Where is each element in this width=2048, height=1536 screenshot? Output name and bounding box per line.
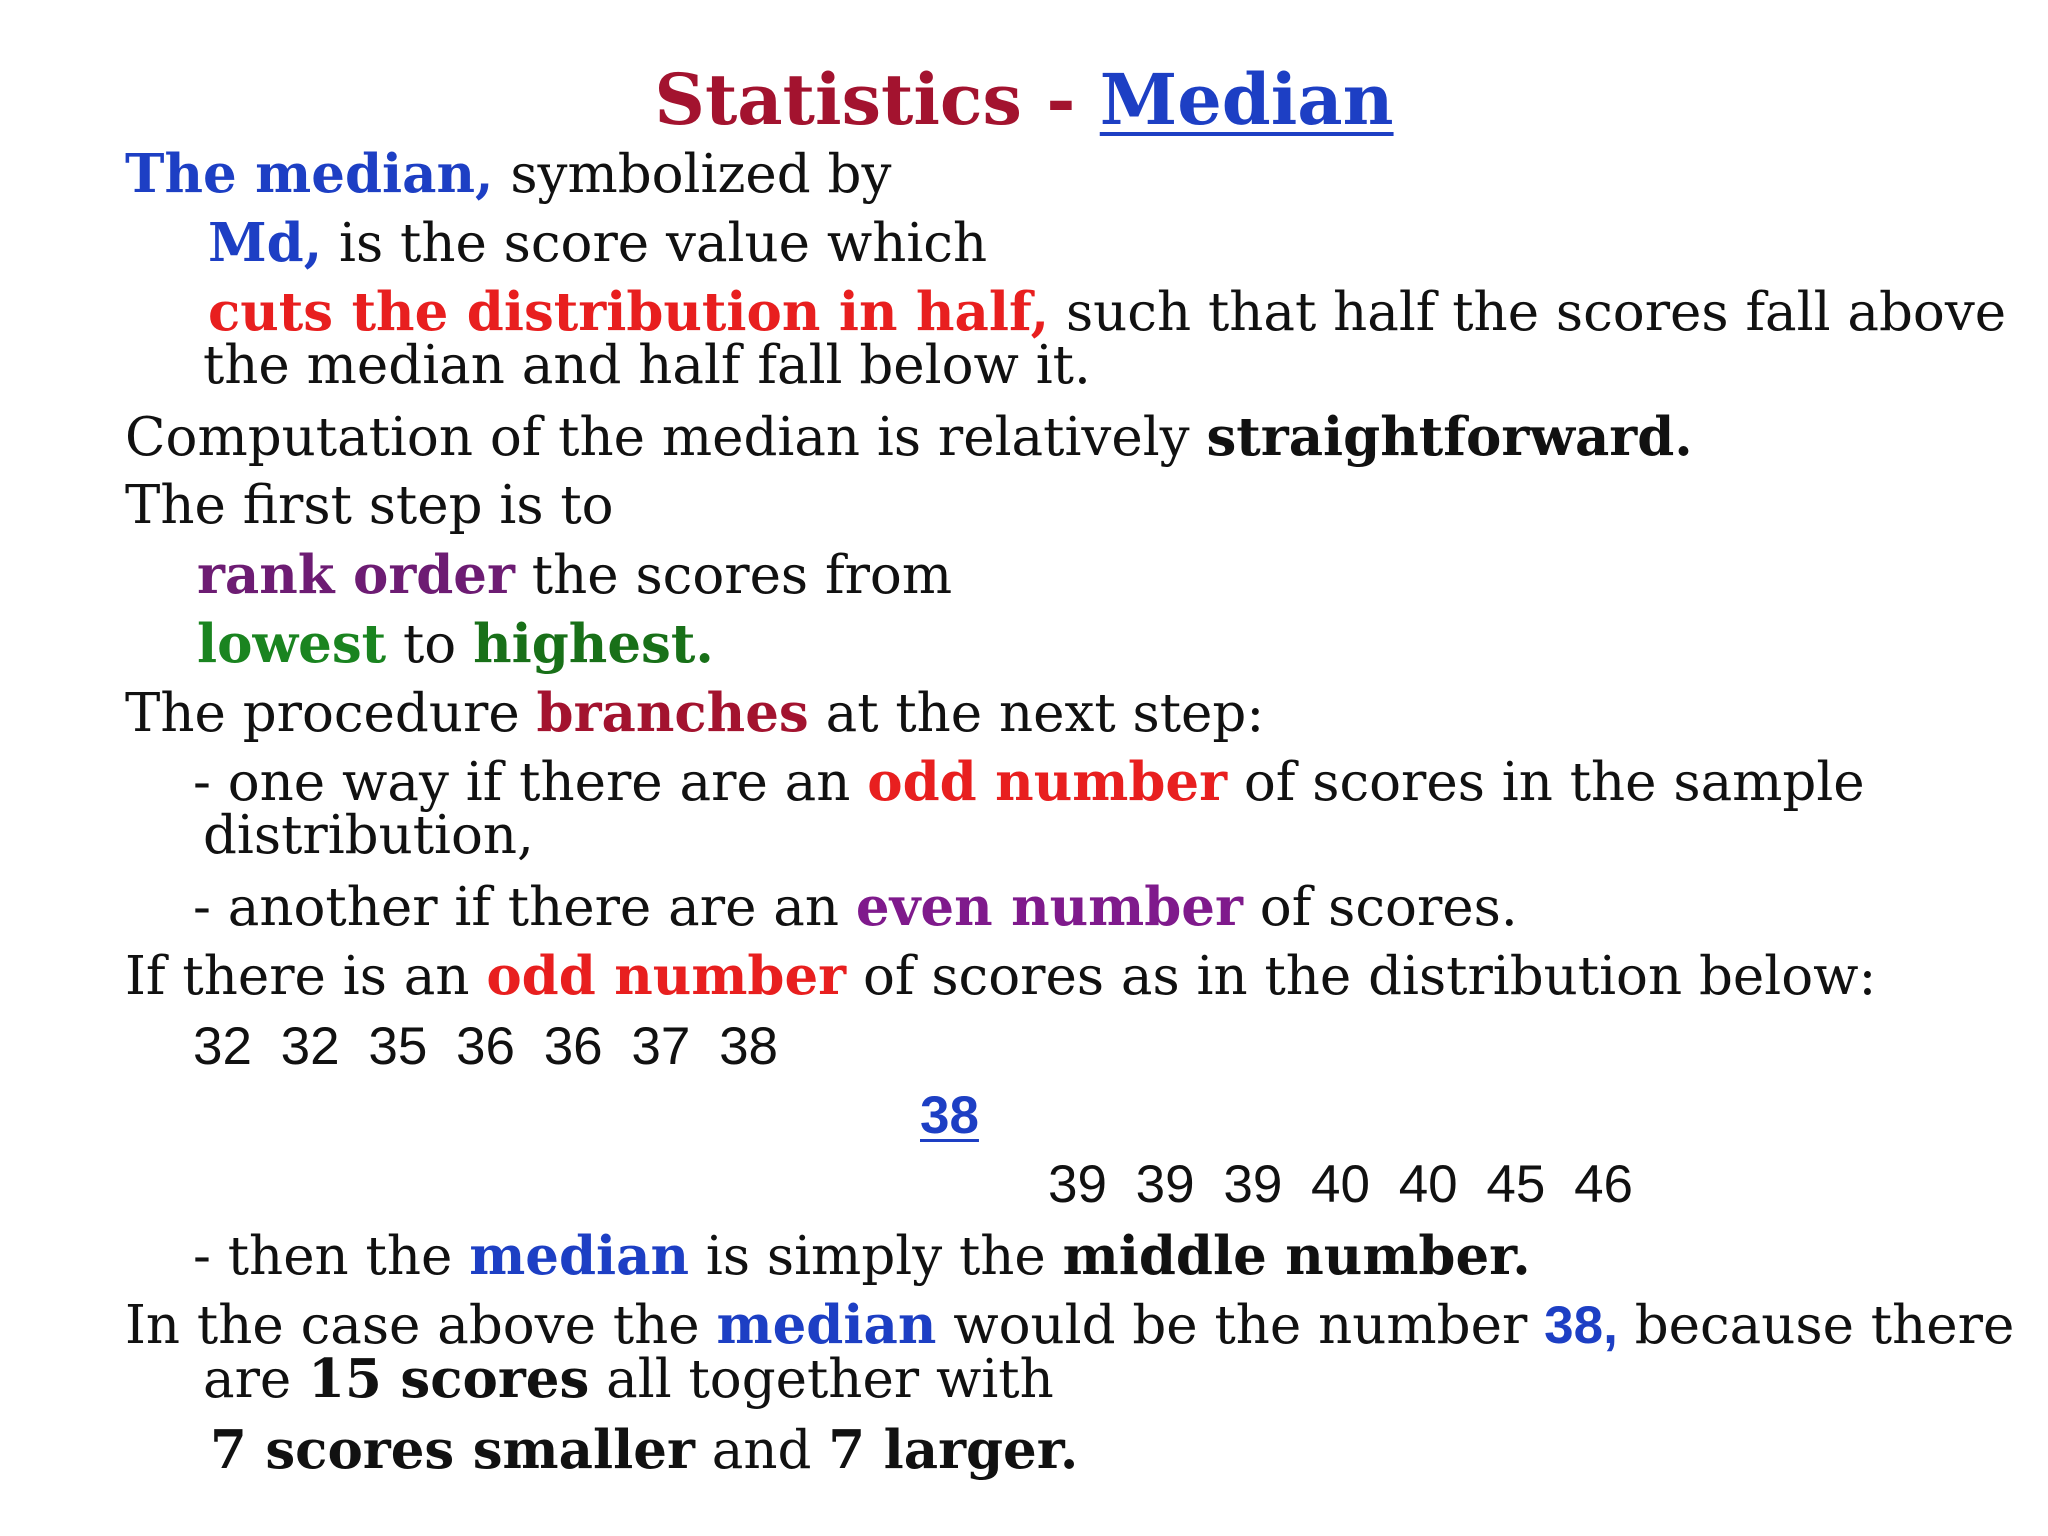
text-scores-in-sample: of scores in the sample [1227,752,1865,813]
text-symbolized-by: symbolized by [493,144,892,205]
middle-number-line [193,1224,1531,1289]
term-the-median: The median, [125,143,494,205]
text-half-below: the median and half fall below it. [203,335,1091,396]
term-median: median [469,1225,690,1287]
term-7-larger: 7 larger. [828,1419,1079,1481]
term-7-smaller: 7 scores smaller [210,1419,695,1481]
computation-line [125,405,1693,470]
text-are: are [203,1349,309,1410]
text-of-scores: of scores. [1242,877,1518,938]
text-in-the-case: In the case above the [125,1295,717,1356]
term-median-2: median [716,1294,937,1356]
definition-line-2 [208,211,987,276]
text-then-the: - then the [193,1226,470,1287]
text-distribution: distribution, [203,805,534,866]
term-cuts-distribution: cuts the distribution in half, [208,281,1050,343]
definition-line-4 [203,334,1091,398]
text-distribution-below: of scores as in the distribution below: [846,946,1877,1007]
term-md: Md, [208,212,323,274]
scores-lower-half: 32 32 35 36 36 37 38 [193,1017,779,1076]
text-because-there: because there [1617,1295,2015,1356]
median-score [920,1084,979,1148]
first-step-line [125,474,614,538]
text-next-step: at the next step: [808,683,1265,744]
term-odd-number-2: odd number [486,945,847,1007]
term-15-scores: 15 scores [308,1348,590,1410]
lowest-highest-line [197,612,714,677]
text-first-step: The first step is to [125,475,614,536]
definition-line-1 [125,142,891,207]
conclusion-line-2 [203,1347,1054,1412]
text-one-way: - one way if there are an [193,752,868,813]
term-branches: branches [536,682,809,744]
term-highest: highest. [473,613,714,675]
procedure-line [125,681,1264,746]
scores-upper-half: 39 39 39 40 40 45 46 [1048,1155,1634,1214]
title-prefix: Statistics - [654,58,1100,141]
median-value-link[interactable]: 38 [920,1086,979,1145]
text-simply-the: is simply the [689,1226,1063,1287]
term-straightforward: straightforward. [1206,406,1693,468]
term-lowest: lowest [197,613,387,675]
text-and: and [694,1420,829,1481]
term-odd-number: odd number [867,751,1228,813]
rank-order-line [197,543,952,608]
conclusion-line-3 [210,1418,1078,1483]
text-if-there-is: If there is an [125,946,487,1007]
odd-case-line [125,944,1876,1009]
text-computation: Computation of the median is relatively [125,407,1207,468]
term-38: 38, [1544,1296,1618,1355]
text-scores-from: the scores from [514,545,953,606]
text-procedure: The procedure [125,683,537,744]
title-median-link[interactable]: Median [1099,58,1394,141]
odd-branch-line-2 [203,804,534,868]
text-would-be: would be the number [936,1295,1545,1356]
text-all-together: all together with [589,1349,1054,1410]
term-even-number: even number [855,876,1243,938]
term-middle-number: middle number. [1062,1225,1531,1287]
text-another: - another if there are an [193,877,856,938]
slide-title [0,58,2048,142]
text-half-above: such that half the scores fall above [1049,282,2007,343]
term-rank-order: rank order [197,544,515,606]
text-to: to [386,614,474,675]
text-score-value: is the score value which [322,213,988,274]
even-branch-line [193,875,1518,940]
